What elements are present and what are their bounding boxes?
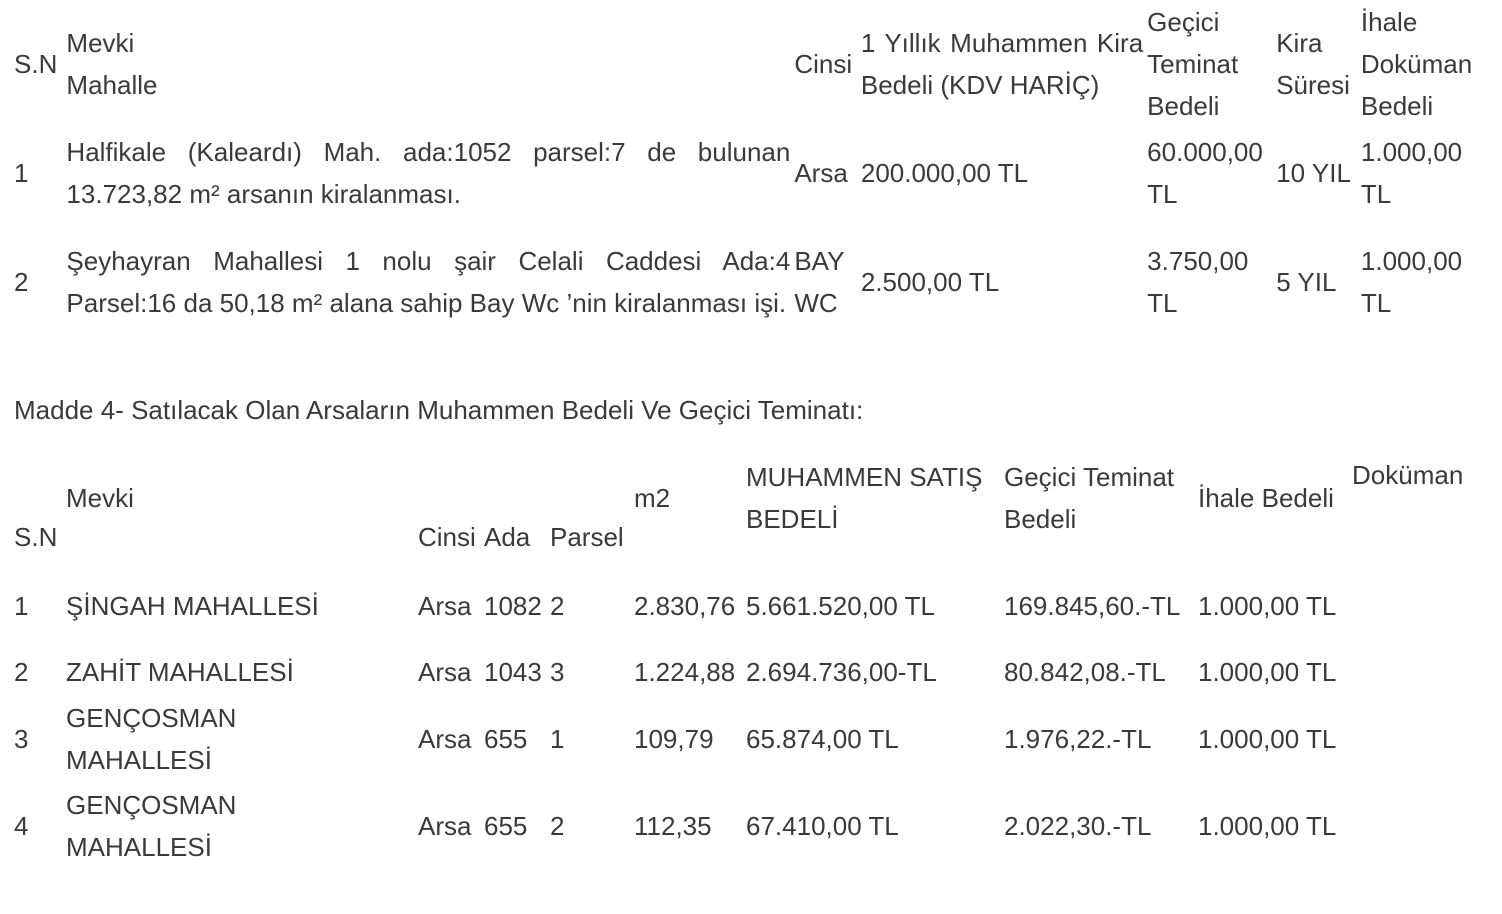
cell-m2: 1.224,88 (634, 657, 736, 687)
cell-sn: 2 (14, 657, 29, 687)
table-row (12, 564, 1488, 648)
cell-sn: 2 (14, 267, 29, 297)
header-mevki: Mevki (66, 483, 134, 513)
cell-teminat: 169.845,60.-TL (1004, 591, 1181, 621)
cell-cinsi: Arsa (418, 657, 472, 687)
cell-parsel: 3 (550, 657, 565, 687)
cell-ada: 1082 (484, 591, 542, 621)
header-ada: Ada (484, 522, 531, 552)
cell-dokuman (1350, 648, 1488, 696)
table-row (12, 696, 1488, 782)
cell-teminat: 80.842,08.-TL (1004, 657, 1166, 687)
header-dokuman: Doküman (1352, 460, 1464, 490)
cell-satis-bedeli: 2.694.736,00-TL (746, 657, 937, 687)
cell-parsel: 2 (550, 811, 565, 841)
cell-mevki: Halfikale (Kaleardı) Mah. ada:1052 parsel:7 de bulunan 13.723,82 m² arsanın kiralanması. (66, 137, 791, 209)
header-cinsi: Cinsi (418, 522, 476, 552)
cell-sn: 1 (14, 158, 29, 188)
cell-parsel: 1 (550, 724, 565, 754)
cell-mevki-text: GENÇOSMAN MAHALLESİ (66, 703, 237, 775)
header-mevki-line2: Mahalle (66, 70, 158, 100)
header-sn: S.N (14, 49, 58, 79)
table-header-row (12, 0, 1488, 128)
cell-teminat: 3.750,00 TL (1147, 246, 1249, 318)
cell-satis-bedeli: 67.410,00 TL (746, 811, 899, 841)
cell-dokuman: 1.000,00 TL (1360, 246, 1463, 318)
header-cinsi: Cinsi (794, 49, 853, 79)
cell-cinsi: Arsa (418, 811, 472, 841)
cell-satis-bedeli: 5.661.520,00 TL (746, 591, 935, 621)
table-header-row (12, 432, 1488, 564)
table-row (12, 218, 1488, 346)
cell-mevki: ŞİNGAH MAHALLESİ (66, 591, 319, 621)
cell-cinsi: Arsa (794, 158, 848, 188)
cell-ada: 655 (484, 724, 528, 754)
table-row (12, 782, 1488, 870)
cell-m2: 112,35 (634, 811, 712, 841)
cell-ada: 655 (484, 811, 528, 841)
header-m2: m2 (634, 483, 671, 513)
cell-sn: 4 (14, 811, 29, 841)
cell-cinsi: Arsa (418, 591, 472, 621)
cell-kira-bedeli: 2.500,00 TL (860, 267, 1000, 297)
cell-kira-suresi: 10 YIL (1276, 158, 1351, 188)
cell-kira-bedeli: 200.000,00 TL (860, 158, 1029, 188)
cell-mevki: Şeyhayran Mahallesi 1 nolu şair Celali Caddesi Ada:4 Parsel:16 da 50,18 m² alana sahip Bay Wc ’nin kiralanması işi. (66, 246, 791, 318)
rental-table (12, 0, 1488, 346)
cell-cinsi: BAY WC (794, 246, 844, 318)
cell-parsel: 2 (550, 591, 565, 621)
header-kira-bedeli: 1 Yıllık Muhammen Kira Bedeli (KDV HARİÇ) (860, 28, 1144, 100)
cell-satis-bedeli: 65.874,00 TL (746, 724, 899, 754)
header-teminat: Geçici Teminat Bedeli (1147, 7, 1239, 121)
cell-m2: 109,79 (634, 724, 714, 754)
header-mevki-line1: Mevki (66, 28, 135, 58)
cell-ihale: 1.000,00 TL (1198, 811, 1337, 841)
cell-mevki: ZAHİT MAHALLESİ (66, 657, 294, 687)
header-teminat: Geçici Teminat Bedeli (1004, 462, 1175, 534)
header-kira-suresi: Kira Süresi (1276, 28, 1350, 100)
header-mevki (64, 0, 792, 128)
cell-ihale: 1.000,00 TL (1198, 724, 1337, 754)
table-row (12, 648, 1488, 696)
cell-mevki (64, 696, 416, 782)
header-sn: S.N (14, 522, 58, 552)
cell-m2: 2.830,76 (634, 591, 736, 621)
cell-mevki (64, 782, 416, 870)
cell-ihale: 1.000,00 TL (1198, 591, 1337, 621)
header-parsel: Parsel (550, 522, 624, 552)
cell-dokuman: 1.000,00 TL (1360, 137, 1463, 209)
cell-sn: 1 (14, 591, 29, 621)
cell-cinsi: Arsa (418, 724, 472, 754)
sale-table (12, 432, 1488, 870)
header-ihale: İhale Bedeli (1198, 483, 1334, 513)
cell-dokuman (1350, 696, 1488, 782)
cell-dokuman (1350, 564, 1488, 648)
header-dokuman: İhale Doküman Bedeli (1360, 7, 1473, 121)
cell-dokuman (1350, 782, 1488, 870)
cell-kira-suresi: 5 YIL (1276, 267, 1337, 297)
cell-teminat: 2.022,30.-TL (1004, 811, 1152, 841)
table-row (12, 128, 1488, 218)
cell-teminat: 60.000,00 TL (1147, 137, 1263, 209)
cell-ada: 1043 (484, 657, 542, 687)
cell-ihale: 1.000,00 TL (1198, 657, 1337, 687)
cell-mevki-text: GENÇOSMAN MAHALLESİ (66, 790, 237, 862)
header-satis-bedeli: MUHAMMEN SATIŞ BEDELİ (746, 462, 983, 534)
madde-4-heading: Madde 4- Satılacak Olan Arsaların Muhammen Bedeli Ve Geçici Teminatı: (14, 395, 864, 425)
cell-teminat: 1.976,22.-TL (1004, 724, 1152, 754)
cell-sn: 3 (14, 724, 29, 754)
